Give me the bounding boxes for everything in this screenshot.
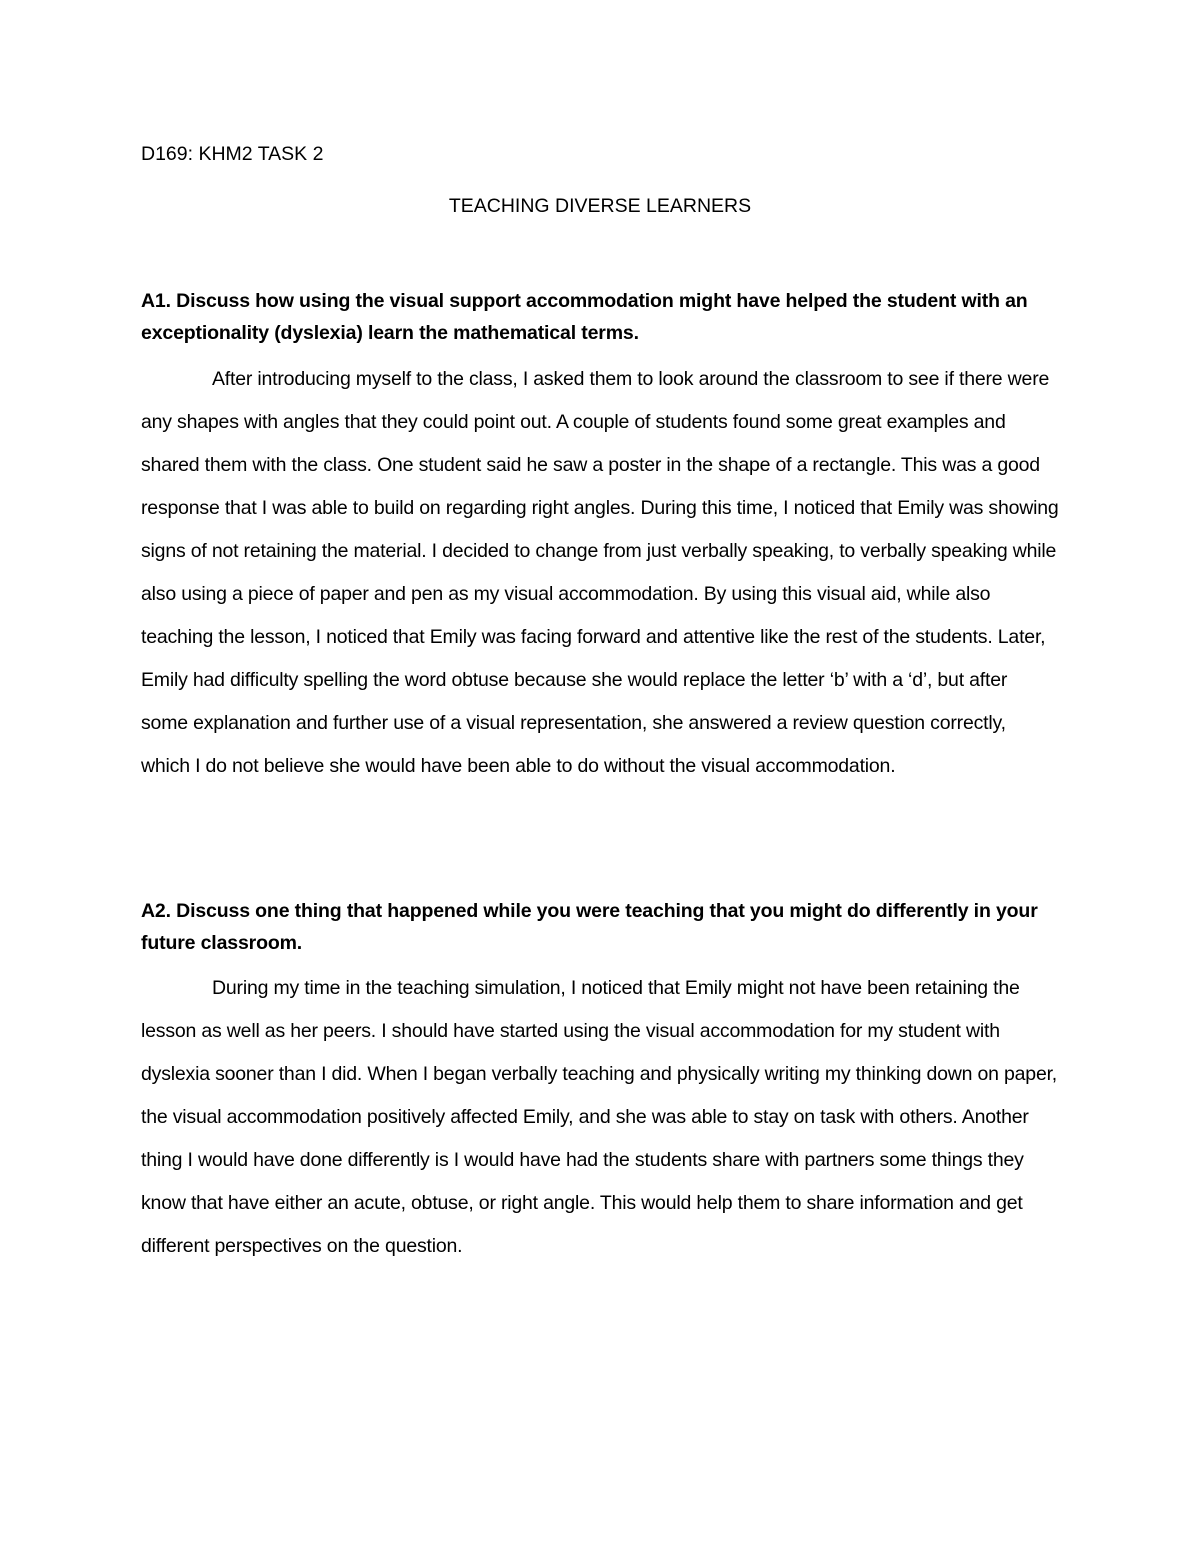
- document-title: TEACHING DIVERSE LEARNERS: [448, 195, 752, 217]
- answer-a1: After introducing myself to the class, I asked them to look around the classroom to see if there were any shapes with angles that they could point out. A couple of students found some great examples and shared them with the class. One student said he saw a poster in the shape of a rectangle. This was a good response that I was able to build on regarding right angles. During this time, I noticed that Emily was showing signs of not retaining the material. I decided to change from just verbally speaking, to verbally speaking while also using a piece of paper and pen as my visual accommodation. By using this visual aid, while also teaching the lesson, I noticed that Emily was facing forward and attentive like the rest of the students. Later, Emily had difficulty spelling the word obtuse because she would replace the letter ‘b’ with a ‘d’, but after some explanation and further use of a visual representation, she answered a review question correctly, which I do not believe she would have been able to do without the visual accommodation.: [141, 368, 1059, 777]
- answer-a2: During my time in the teaching simulation, I noticed that Emily might not have been retaining the lesson as well as her peers. I should have started using the visual accommodation for my student with dyslexia sooner than I did. When I began verbally teaching and physically writing my thinking down on paper, the visual accommodation positively affected Emily, and she was able to stay on task with others. Another thing I would have done differently is I would have had the students share with partners some things they know that have either an acute, obtuse, or right angle. This would help them to share information and get different perspectives on the question.: [141, 977, 1058, 1257]
- document-header: D169: KHM2 TASK 2: [141, 143, 324, 165]
- question-a1: A1. Discuss how using the visual support accommodation might have helped the student with an exceptionality (dyslexia) learn the mathematical terms.: [141, 290, 1028, 344]
- question-a2: A2. Discuss one thing that happened while you were teaching that you might do differently in your future classroom.: [141, 900, 1038, 954]
